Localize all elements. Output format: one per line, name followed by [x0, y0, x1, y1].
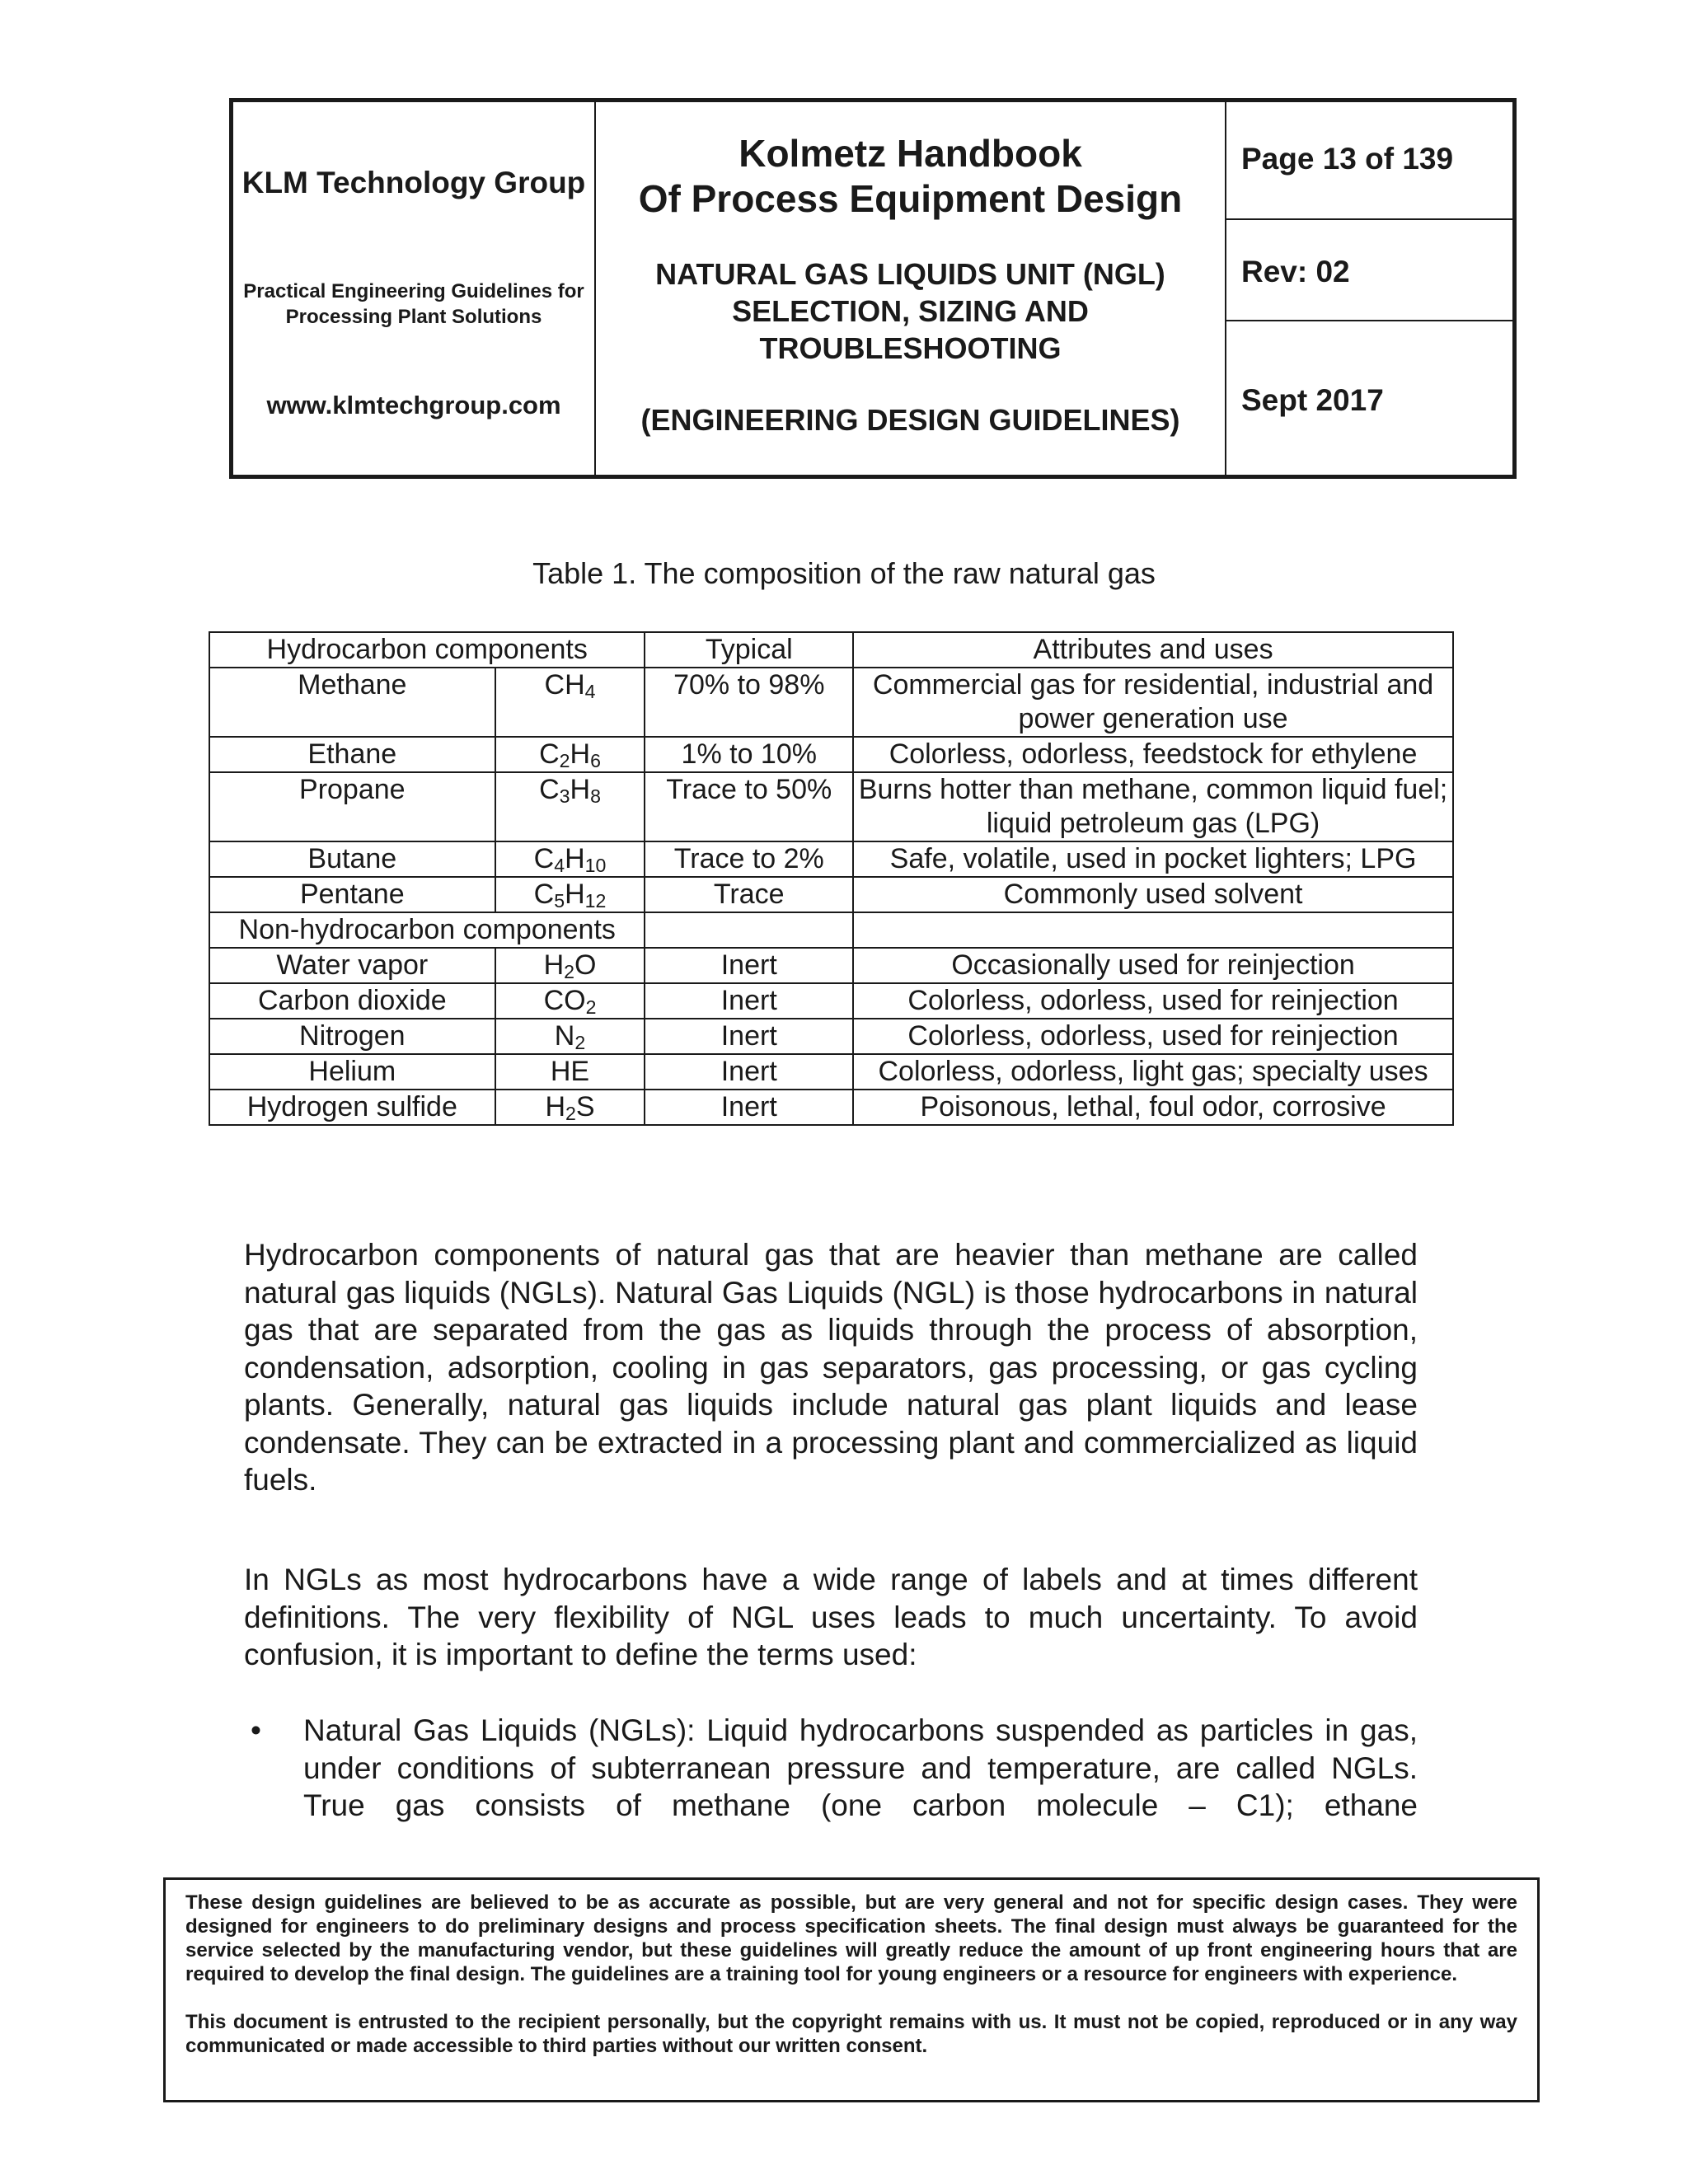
table-row [209, 772, 1453, 841]
formula-symbol: CO [543, 985, 586, 1016]
handbook-title [596, 131, 1225, 222]
component-name-cell: Ethane [209, 737, 495, 772]
typical-cell: Inert [645, 948, 853, 983]
formula-symbol: N [554, 1020, 575, 1052]
formula-symbol: H [570, 738, 591, 770]
empty-cell [853, 912, 1453, 948]
formula-cell [495, 1019, 645, 1054]
company-website: www.klmtechgroup.com [266, 391, 561, 419]
document-date: Sept 2017 [1241, 383, 1384, 417]
table-row [209, 877, 1453, 912]
bullet-marker: • [251, 1713, 261, 1747]
component-name-cell: Water vapor [209, 948, 495, 983]
table-row [209, 841, 1453, 877]
table-row [209, 1019, 1453, 1054]
uses-cell: Commonly used solvent [853, 877, 1453, 912]
uses-cell: Colorless, odorless, light gas; specialty uses [853, 1054, 1453, 1090]
section-non-hydrocarbon: Non-hydrocarbon components [209, 912, 645, 948]
formula-subscript: 3 [559, 785, 570, 808]
formula-symbol: H [570, 774, 591, 805]
footer-disclaimer-box [163, 1877, 1540, 2102]
composition-table [209, 631, 1454, 1126]
formula-cell [495, 841, 645, 877]
revision: Rev: 02 [1226, 220, 1512, 321]
formula-symbol: H [565, 843, 585, 874]
uses-cell: Colorless, odorless, used for reinjection [853, 1019, 1453, 1054]
component-name-cell: Hydrogen sulfide [209, 1090, 495, 1125]
component-name-cell: Butane [209, 841, 495, 877]
typical-cell: Inert [645, 1054, 853, 1090]
formula-cell [495, 877, 645, 912]
header-hydrocarbon-components: Hydrocarbon components [209, 632, 645, 668]
typical-cell: 70% to 98% [645, 668, 853, 737]
company-name: KLM Technology Group [241, 166, 586, 199]
typical-cell: Inert [645, 1019, 853, 1054]
header-title-cell [596, 102, 1226, 475]
formula-symbol: H [543, 949, 565, 981]
page-number: Page 13 of 139 [1226, 102, 1512, 220]
formula-symbol: CH [544, 669, 585, 701]
table-caption: Table 1. The composition of the raw natural gas [532, 556, 1156, 590]
document-header [229, 98, 1517, 479]
formula-cell [495, 948, 645, 983]
header-company-cell [233, 102, 596, 475]
formula-subscript: 6 [590, 750, 601, 772]
table-row [209, 737, 1453, 772]
formula-subscript: 4 [584, 681, 596, 703]
uses-cell: Poisonous, lethal, foul odor, corrosive [853, 1090, 1453, 1125]
bullet-item [244, 1712, 1418, 1825]
handbook-title-line2: Of Process Equipment Design [638, 177, 1183, 220]
typical-cell: 1% to 10% [645, 737, 853, 772]
formula-subscript: 2 [585, 996, 597, 1019]
footer-disclaimer: These design guidelines are believed to be as accurate as possible, but are very general and not for specific design cases. They were designed for engineers to do preliminary designs and process specification sheets. The final design must always be guaranteed for the service selected by the manufacturing vendor, but these guidelines will greatly reduce the amount of up front engineering hours that are required to develop the final design. The guidelines are a training tool for young engineers or a resource for engineers with experience. [185, 1891, 1517, 1985]
company-tagline: Practical Engineering Guidelines for Processing Plant Solutions [243, 280, 584, 328]
formula-cell [495, 668, 645, 737]
bullet-text: Natural Gas Liquids (NGLs): Liquid hydrocarbons suspended as particles in gas, under conditions of subterranean pressure and temperature, are called NGLs. True gas consists of methane (one carbon molecule – C1); ethane [303, 1713, 1418, 1822]
formula-cell [495, 772, 645, 841]
table-row [209, 668, 1453, 737]
formula-subscript: 2 [574, 1032, 586, 1054]
component-name-cell: Carbon dioxide [209, 983, 495, 1019]
handbook-title-line1: Kolmetz Handbook [738, 132, 1082, 175]
formula-subscript: 12 [584, 890, 607, 912]
formula-symbol: C [533, 843, 555, 874]
header-typical: Typical [645, 632, 853, 668]
formula-cell [495, 737, 645, 772]
typical-cell: Inert [645, 983, 853, 1019]
formula-symbol: HE [550, 1056, 590, 1087]
header-attributes: Attributes and uses [853, 632, 1453, 668]
typical-cell: Inert [645, 1090, 853, 1125]
component-name-cell: Methane [209, 668, 495, 737]
formula-symbol: H [545, 1091, 565, 1122]
component-name-cell: Pentane [209, 877, 495, 912]
footer-copyright: This document is entrusted to the recipient personally, but the copyright remains with us. It must not be copied, reproduced or in any way communicated or made accessible to third parties without our written consent. [185, 2011, 1517, 2057]
formula-symbol: C [533, 879, 555, 910]
component-name-cell: Nitrogen [209, 1019, 495, 1054]
formula-subscript: 8 [590, 785, 601, 808]
uses-cell: Burns hotter than methane, common liquid fuel; liquid petroleum gas (LPG) [853, 772, 1453, 841]
component-name-cell: Propane [209, 772, 495, 841]
uses-cell: Commercial gas for residential, industrial and power generation use [853, 668, 1453, 737]
uses-cell: Colorless, odorless, feedstock for ethylene [853, 737, 1453, 772]
table-row [209, 1054, 1453, 1090]
empty-cell [645, 912, 853, 948]
formula-symbol: S [575, 1091, 595, 1122]
table-row [209, 983, 1453, 1019]
table-section-row [209, 912, 1453, 948]
formula-subscript: 4 [554, 855, 565, 877]
paragraph-ngl-definition: Hydrocarbon components of natural gas that are heavier than methane are called natural gas liquids (NGLs). Natural Gas Liquids (NGL) is those hydrocarbons in natural gas that are separated from the gas as liquids through the process of absorption, condensation, adsorption, cooling in gas separators, gas processing, or gas cycling plants. Generally, natural gas liquids include natural gas plant liquids and lease condensate. They can be extracted in a processing plant and commercialized as liquid fuels. [244, 1238, 1418, 1497]
subject-line3: TROUBLESHOOTING [759, 331, 1062, 365]
subject-line2: SELECTION, SIZING AND [732, 294, 1089, 328]
formula-subscript: 2 [565, 1103, 576, 1125]
formula-cell [495, 1054, 645, 1090]
typical-cell: Trace to 2% [645, 841, 853, 877]
formula-subscript: 5 [554, 890, 565, 912]
uses-cell: Occasionally used for reinjection [853, 948, 1453, 983]
formula-subscript: 2 [559, 750, 570, 772]
formula-symbol: O [574, 949, 597, 981]
formula-subscript: 2 [564, 961, 574, 983]
guidelines-label: (ENGINEERING DESIGN GUIDELINES) [640, 403, 1180, 437]
table-row [209, 948, 1453, 983]
table-row [209, 1090, 1453, 1125]
document-subject [596, 255, 1225, 367]
formula-symbol: H [565, 879, 585, 910]
component-name-cell: Helium [209, 1054, 495, 1090]
table-header-row [209, 632, 1453, 668]
subject-line1: NATURAL GAS LIQUIDS UNIT (NGL) [655, 257, 1165, 291]
typical-cell: Trace [645, 877, 853, 912]
header-meta-cell [1226, 102, 1512, 475]
formula-symbol: C [539, 774, 560, 805]
uses-cell: Safe, volatile, used in pocket lighters; LPG [853, 841, 1453, 877]
formula-symbol: C [539, 738, 560, 770]
formula-cell [495, 1090, 645, 1125]
formula-subscript: 10 [584, 855, 607, 877]
paragraph-ngl-terms: In NGLs as most hydrocarbons have a wide range of labels and at times different definitions. The very flexibility of NGL uses leads to much uncertainty. To avoid confusion, it is important to define the terms used: [244, 1563, 1418, 1671]
formula-cell [495, 983, 645, 1019]
uses-cell: Colorless, odorless, used for reinjection [853, 983, 1453, 1019]
typical-cell: Trace to 50% [645, 772, 853, 841]
